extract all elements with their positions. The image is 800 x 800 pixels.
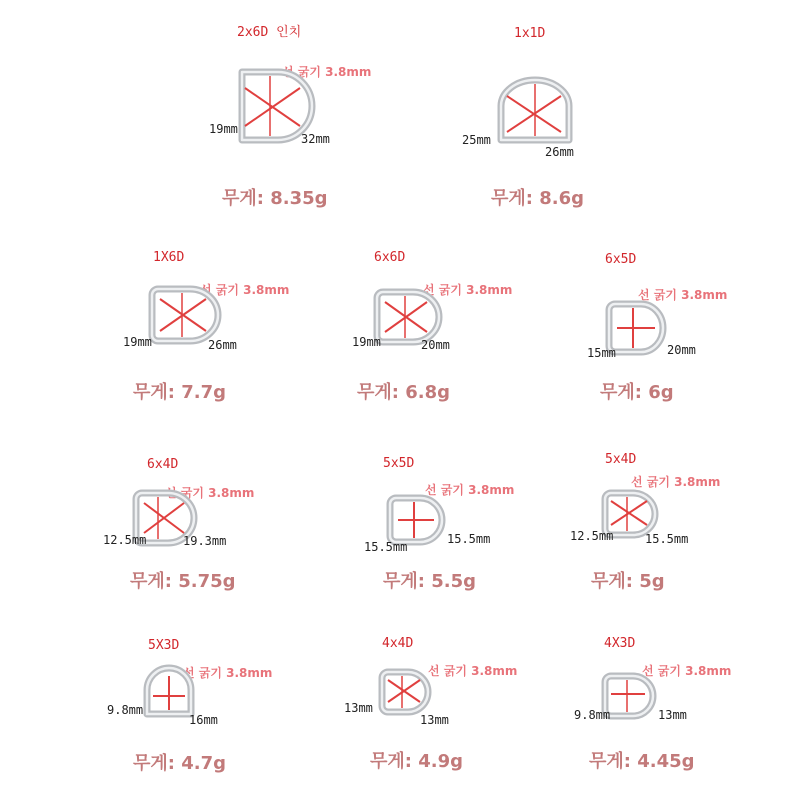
thickness-label: 선 굵기 3.8mm	[631, 475, 721, 489]
dimension-length: 32mm	[301, 132, 330, 146]
weight-text: 무게: 8.6g	[491, 188, 585, 209]
dimension-length: 15.5mm	[645, 532, 689, 546]
thickness-label: 선 굵기 3.8mm	[200, 283, 290, 297]
dimension-width: 15.5mm	[364, 540, 408, 554]
model-label: 5x5D	[383, 456, 415, 471]
thickness-label: 선 굵기 3.8mm	[183, 666, 273, 680]
thickness-label: 선 굵기 3.8mm	[165, 486, 255, 500]
weight-text: 무게: 7.7g	[133, 382, 227, 403]
model-label: 4x4D	[382, 636, 414, 651]
thickness-label: 선 굵기 3.8mm	[282, 65, 372, 79]
thickness-label: 선 굵기 3.8mm	[638, 288, 728, 302]
weight-text: 무게: 4.45g	[589, 751, 695, 772]
d-ring-image	[493, 76, 577, 146]
weight-text: 무게: 5.5g	[383, 571, 477, 592]
d-ring-image	[148, 285, 228, 345]
weight-text: 무게: 6.8g	[357, 382, 451, 403]
dimension-length: 26mm	[545, 145, 574, 159]
dimension-length: 26mm	[208, 338, 237, 352]
weight-text: 무게: 8.35g	[222, 188, 328, 209]
weight-text: 무게: 4.9g	[370, 751, 464, 772]
model-label: 2x6D 인치	[237, 25, 302, 40]
dimension-width: 15mm	[587, 346, 616, 360]
dimension-length: 19.3mm	[183, 534, 227, 548]
weight-text: 무게: 4.7g	[133, 753, 227, 774]
dimension-width: 19mm	[352, 335, 381, 349]
dimension-width: 13mm	[344, 701, 373, 715]
dimension-length: 16mm	[189, 713, 218, 727]
dimension-length: 20mm	[667, 343, 696, 357]
thickness-label: 선 굵기 3.8mm	[423, 283, 513, 297]
dimension-length: 13mm	[658, 708, 687, 722]
d-ring-image	[139, 664, 199, 720]
thickness-label: 선 굵기 3.8mm	[425, 483, 515, 497]
dimension-width: 25mm	[462, 133, 491, 147]
weight-text: 무게: 5g	[591, 571, 665, 592]
weight-text: 무게: 5.75g	[130, 571, 236, 592]
model-label: 4X3D	[604, 636, 636, 651]
model-label: 6x4D	[147, 457, 179, 472]
thickness-label: 선 굵기 3.8mm	[642, 664, 732, 678]
dimension-width: 12.5mm	[103, 533, 147, 547]
dimension-width: 9.8mm	[107, 703, 144, 717]
model-label: 6x5D	[605, 252, 637, 267]
model-label: 1X6D	[153, 250, 185, 265]
dimension-width: 19mm	[123, 335, 152, 349]
dimension-width: 12.5mm	[570, 529, 614, 543]
dimension-width: 19mm	[209, 122, 238, 136]
d-ring-image	[386, 494, 448, 546]
model-label: 1x1D	[514, 26, 546, 41]
dimension-length: 15.5mm	[447, 532, 491, 546]
weight-text: 무게: 6g	[600, 382, 674, 403]
dimension-length: 20mm	[421, 338, 450, 352]
thickness-label: 선 굵기 3.8mm	[428, 664, 518, 678]
model-label: 5X3D	[148, 638, 180, 653]
model-label: 6x6D	[374, 250, 406, 265]
dimension-width: 9.8mm	[574, 708, 611, 722]
dimension-length: 13mm	[420, 713, 449, 727]
model-label: 5x4D	[605, 452, 637, 467]
d-ring-image	[378, 668, 434, 716]
